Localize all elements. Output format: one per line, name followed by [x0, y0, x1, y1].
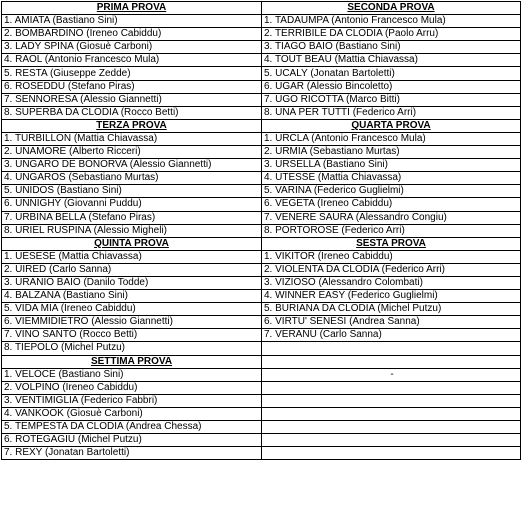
entry-cell-right — [262, 394, 521, 407]
entry-cell-left: 3. URANIO BAIO (Danilo Todde) — [2, 276, 262, 289]
entry-cell-left: 7. SENNORESA (Alessio Giannetti) — [2, 93, 262, 106]
entry-cell-left: 4. RAOL (Antonio Francesco Mula) — [2, 54, 262, 67]
entry-cell-left: 6. VIEMMIDIETRO (Alessio Giannetti) — [2, 316, 262, 329]
table-row — [2, 211, 521, 224]
entry-cell-left: 3. VENTIMIGLIA (Federico Fabbri) — [2, 394, 262, 407]
table-row — [2, 407, 521, 420]
entry-cell-left: 6. ROSEDDU (Stefano Piras) — [2, 80, 262, 93]
entry-cell-left: 5. VIDA MIA (Ireneo Cabiddu) — [2, 303, 262, 316]
table-row — [2, 198, 521, 211]
entry-cell-left: 8. SUPERBA DA CLODIA (Rocco Betti) — [2, 106, 262, 119]
entry-cell-right: 5. VARINA (Federico Guglielmi) — [262, 185, 521, 198]
entry-cell-left: 2. BOMBARDINO (Ireneo Cabiddu) — [2, 28, 262, 41]
entry-cell-right: 8. UNA PER TUTTI (Federico Arri) — [262, 106, 521, 119]
section-title-right: SECONDA PROVA — [262, 2, 521, 15]
table-row — [2, 15, 521, 28]
table-row — [2, 159, 521, 172]
race-schedule-body — [2, 2, 521, 460]
entry-cell-right: 3. URSELLA (Bastiano Sini) — [262, 159, 521, 172]
table-row — [2, 93, 521, 106]
entry-cell-left: 8. TIEPOLO (Michel Putzu) — [2, 342, 262, 355]
table-row — [2, 342, 521, 355]
section-title-left: SETTIMA PROVA — [2, 355, 262, 368]
table-row — [2, 28, 521, 41]
entry-cell-left: 3. LADY SPINA (Giosuè Carboni) — [2, 41, 262, 54]
entry-cell-left: 5. RESTA (Giuseppe Zedde) — [2, 67, 262, 80]
table-row — [2, 276, 521, 289]
table-row — [2, 250, 521, 263]
entry-cell-left: 5. TEMPESTA DA CLODIA (Andrea Chessa) — [2, 421, 262, 434]
entry-cell-right: 7. UGO RICOTTA (Marco Bitti) — [262, 93, 521, 106]
section-title-left: PRIMA PROVA — [2, 2, 262, 15]
entry-cell-left: 1. AMIATA (Bastiano Sini) — [2, 15, 262, 28]
table-row — [2, 185, 521, 198]
entry-cell-right: 2. TERRIBILE DA CLODIA (Paolo Arru) — [262, 28, 521, 41]
table-row — [2, 368, 521, 381]
entry-cell-right: 4. WINNER EASY (Federico Guglielmi) — [262, 290, 521, 303]
entry-cell-right: 2. VIOLENTA DA CLODIA (Federico Arri) — [262, 263, 521, 276]
race-schedule-table — [1, 1, 521, 460]
entry-cell-right: 7. VERANU (Carlo Sanna) — [262, 329, 521, 342]
section-title-right: SESTA PROVA — [262, 237, 521, 250]
table-row — [2, 224, 521, 237]
entry-cell-right: 4. UTESSE (Mattia Chiavassa) — [262, 172, 521, 185]
entry-cell-left: 3. UNGARO DE BONORVA (Alessio Giannetti) — [2, 159, 262, 172]
table-row — [2, 80, 521, 93]
entry-cell-right: 1. URCLA (Antonio Francesco Mula) — [262, 132, 521, 145]
entry-cell-left: 2. UNAMORE (Alberto Ricceri) — [2, 146, 262, 159]
entry-cell-left: 6. UNNIGHY (Giovanni Puddu) — [2, 198, 262, 211]
entry-cell-right: 5. UCALY (Jonatan Bartoletti) — [262, 67, 521, 80]
entry-cell-right: 4. TOUT BEAU (Mattia Chiavassa) — [262, 54, 521, 67]
entry-cell-left: 5. UNIDOS (Bastiano Sini) — [2, 185, 262, 198]
entry-cell-right: 6. VEGETA (Ireneo Cabiddu) — [262, 198, 521, 211]
table-row — [2, 263, 521, 276]
entry-cell-left: 1. VELOCE (Bastiano Sini) — [2, 368, 262, 381]
table-row — [2, 106, 521, 119]
entry-cell-left: 4. BALZANA (Bastiano Sini) — [2, 290, 262, 303]
table-row — [2, 146, 521, 159]
table-row — [2, 303, 521, 316]
entry-cell-right — [262, 421, 521, 434]
entry-cell-right: 2. URMIA (Sebastiano Murtas) — [262, 146, 521, 159]
table-row — [2, 132, 521, 145]
table-row — [2, 172, 521, 185]
table-row — [2, 316, 521, 329]
entry-cell-left: 4. UNGAROS (Sebastiano Murtas) — [2, 172, 262, 185]
section-header-row — [2, 2, 521, 15]
entry-cell-right — [262, 447, 521, 460]
table-row — [2, 329, 521, 342]
table-row — [2, 67, 521, 80]
entry-cell-left: 2. UIRED (Carlo Sanna) — [2, 263, 262, 276]
entry-cell-right: 3. VIZIOSO (Alessandro Colombati) — [262, 276, 521, 289]
table-row — [2, 434, 521, 447]
entry-cell-left: 8. URIEL RUSPINA (Alessio Migheli) — [2, 224, 262, 237]
entry-cell-left: 1. TURBILLON (Mattia Chiavassa) — [2, 132, 262, 145]
entry-cell-right: 7. VENERE SAURA (Alessandro Congiu) — [262, 211, 521, 224]
section-header-row — [2, 119, 521, 132]
entry-cell-left: 6. ROTEGAGIU (Michel Putzu) — [2, 434, 262, 447]
table-row — [2, 290, 521, 303]
dash-mark: - — [262, 368, 521, 381]
entry-cell-right — [262, 407, 521, 420]
entry-cell-left: 7. URBINA BELLA (Stefano Piras) — [2, 211, 262, 224]
entry-cell-left: 1. UESESE (Mattia Chiavassa) — [2, 250, 262, 263]
entry-cell-right — [262, 381, 521, 394]
table-row — [2, 394, 521, 407]
section-title-left: TERZA PROVA — [2, 119, 262, 132]
entry-cell-left: 7. VINO SANTO (Rocco Betti) — [2, 329, 262, 342]
entry-cell-left: 7. REXY (Jonatan Bartoletti) — [2, 447, 262, 460]
section-title-right: QUARTA PROVA — [262, 119, 521, 132]
table-row — [2, 381, 521, 394]
entry-cell-right: 1. TADAUMPA (Antonio Francesco Mula) — [262, 15, 521, 28]
entry-cell-right: 5. BURIANA DA CLODIA (Michel Putzu) — [262, 303, 521, 316]
entry-cell-right: 6. VIRTU' SENESI (Andrea Sanna) — [262, 316, 521, 329]
section-title-left: QUINTA PROVA — [2, 237, 262, 250]
entry-cell-right: 1. VIKITOR (Ireneo Cabiddu) — [262, 250, 521, 263]
section-header-row — [2, 355, 521, 368]
section-title-right — [262, 355, 521, 368]
section-header-row — [2, 237, 521, 250]
entry-cell-left: 4. VANKOOK (Giosuè Carboni) — [2, 407, 262, 420]
entry-cell-left: 2. VOLPINO (Ireneo Cabiddu) — [2, 381, 262, 394]
table-row — [2, 54, 521, 67]
table-row — [2, 447, 521, 460]
table-row — [2, 41, 521, 54]
entry-cell-right: 8. PORTOROSE (Federico Arri) — [262, 224, 521, 237]
entry-cell-right: 3. TIAGO BAIO (Bastiano Sini) — [262, 41, 521, 54]
entry-cell-right — [262, 342, 521, 355]
entry-cell-right: 6. UGAR (Alessio Bincoletto) — [262, 80, 521, 93]
table-row — [2, 421, 521, 434]
entry-cell-right — [262, 434, 521, 447]
